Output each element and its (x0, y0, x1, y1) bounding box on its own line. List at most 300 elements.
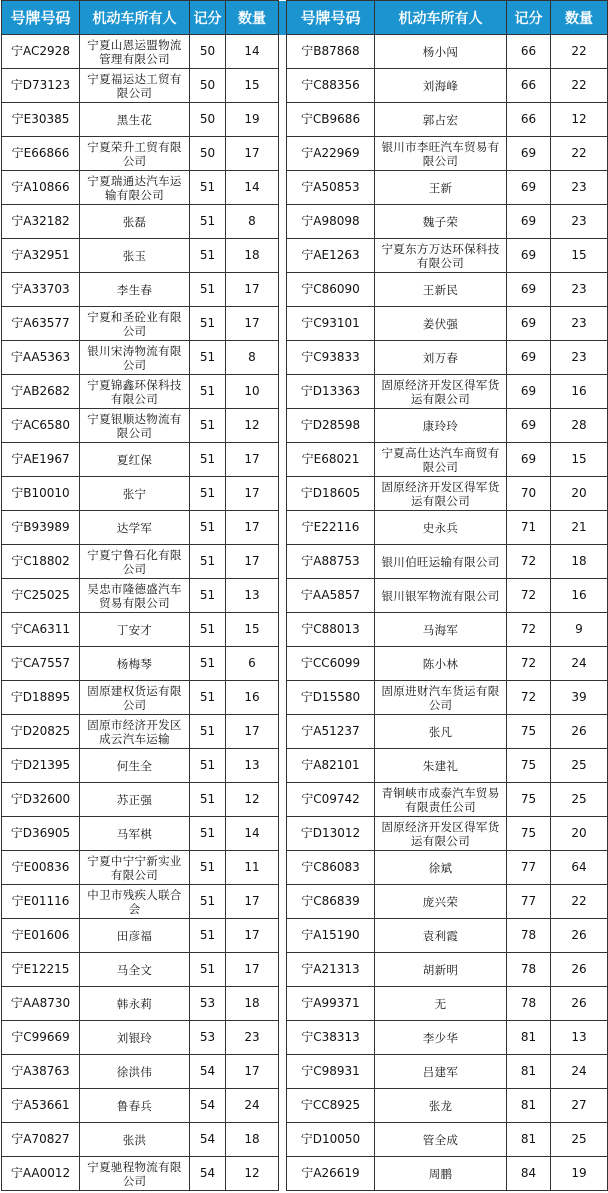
table-row (2, 35, 608, 69)
plate-cell: 宁AA5857 (287, 579, 375, 613)
plate-cell: 宁D20825 (2, 715, 80, 749)
count-cell: 18 (226, 1123, 279, 1157)
plate-cell: 宁A22969 (287, 137, 375, 171)
points-cell: 75 (507, 783, 551, 817)
plate-cell: 宁C86839 (287, 885, 375, 919)
count-cell: 19 (551, 1157, 608, 1191)
points-cell: 51 (190, 681, 226, 715)
plate-cell: 宁CA7557 (2, 647, 80, 681)
owner-cell: 宁夏瑞通达汽车运输有限公司 (80, 171, 190, 205)
count-cell: 24 (551, 647, 608, 681)
count-cell: 24 (226, 1089, 279, 1123)
plate-cell: 宁E01116 (2, 885, 80, 919)
points-cell: 51 (190, 511, 226, 545)
plate-cell: 宁C93101 (287, 307, 375, 341)
table-row (2, 647, 608, 681)
column-divider (279, 749, 287, 783)
points-cell: 75 (507, 749, 551, 783)
plate-cell: 宁CA6311 (2, 613, 80, 647)
points-cell: 66 (507, 103, 551, 137)
violation-points-table (1, 0, 608, 1191)
owner-cell: 李少华 (375, 1021, 507, 1055)
plate-cell: 宁A53661 (2, 1089, 80, 1123)
count-cell: 17 (226, 715, 279, 749)
table-row (2, 681, 608, 715)
plate-cell: 宁C09742 (287, 783, 375, 817)
owner-cell: 马海军 (375, 613, 507, 647)
points-cell: 81 (507, 1123, 551, 1157)
plate-cell: 宁AA0012 (2, 1157, 80, 1191)
owner-cell: 杨小闯 (375, 35, 507, 69)
table-row (2, 307, 608, 341)
count-cell: 15 (551, 239, 608, 273)
table-row (2, 477, 608, 511)
plate-cell: 宁D36905 (2, 817, 80, 851)
points-cell: 78 (507, 987, 551, 1021)
plate-cell: 宁E00836 (2, 851, 80, 885)
plate-cell: 宁A50853 (287, 171, 375, 205)
plate-cell: 宁C98931 (287, 1055, 375, 1089)
points-cell: 50 (190, 137, 226, 171)
count-cell: 23 (551, 341, 608, 375)
owner-cell: 陈小林 (375, 647, 507, 681)
points-cell: 53 (190, 1021, 226, 1055)
table-row (2, 1157, 608, 1191)
plate-cell: 宁C99669 (2, 1021, 80, 1055)
points-cell: 84 (507, 1157, 551, 1191)
points-cell: 69 (507, 171, 551, 205)
table-row (2, 817, 608, 851)
points-cell: 53 (190, 987, 226, 1021)
owner-cell: 朱建礼 (375, 749, 507, 783)
plate-cell: 宁A10866 (2, 171, 80, 205)
table-row (2, 341, 608, 375)
plate-cell: 宁AE1967 (2, 443, 80, 477)
column-divider (279, 375, 287, 409)
count-cell: 6 (226, 647, 279, 681)
count-cell: 18 (226, 987, 279, 1021)
owner-cell: 青铜峡市成泰汽车贸易有限责任公司 (375, 783, 507, 817)
plate-cell: 宁B10010 (2, 477, 80, 511)
owner-cell: 固原经济开发区得军货运有限公司 (375, 375, 507, 409)
points-cell: 54 (190, 1157, 226, 1191)
header-row (2, 1, 608, 35)
column-divider (279, 341, 287, 375)
count-cell: 25 (551, 783, 608, 817)
plate-cell: 宁CB9686 (287, 103, 375, 137)
column-divider (279, 1123, 287, 1157)
plate-cell: 宁AA5363 (2, 341, 80, 375)
column-divider (279, 477, 287, 511)
points-cell: 78 (507, 953, 551, 987)
points-cell: 51 (190, 783, 226, 817)
points-cell: 72 (507, 545, 551, 579)
column-divider (279, 885, 287, 919)
table-row (2, 1089, 608, 1123)
count-cell: 23 (226, 1021, 279, 1055)
plate-cell: 宁A98098 (287, 205, 375, 239)
table-row (2, 783, 608, 817)
count-cell: 17 (226, 443, 279, 477)
column-divider (279, 1157, 287, 1191)
owner-cell: 王新民 (375, 273, 507, 307)
column-divider (279, 69, 287, 103)
count-cell: 17 (226, 477, 279, 511)
points-cell: 69 (507, 307, 551, 341)
column-divider (279, 103, 287, 137)
plate-cell: 宁D10050 (287, 1123, 375, 1157)
points-cell: 51 (190, 613, 226, 647)
plate-cell: 宁CC6099 (287, 647, 375, 681)
count-cell: 15 (226, 69, 279, 103)
points-cell: 72 (507, 579, 551, 613)
plate-cell: 宁A88753 (287, 545, 375, 579)
owner-cell: 杨梅琴 (80, 647, 190, 681)
owner-cell: 张龙 (375, 1089, 507, 1123)
table-row (2, 137, 608, 171)
owner-cell: 丁安才 (80, 613, 190, 647)
points-cell: 69 (507, 443, 551, 477)
plate-cell: 宁D13012 (287, 817, 375, 851)
owner-cell: 鲁春兵 (80, 1089, 190, 1123)
count-cell: 25 (551, 1123, 608, 1157)
count-cell: 12 (551, 103, 608, 137)
points-cell: 69 (507, 137, 551, 171)
count-cell: 17 (226, 545, 279, 579)
owner-cell: 宁夏驰程物流有限公司 (80, 1157, 190, 1191)
points-cell: 66 (507, 35, 551, 69)
count-cell: 18 (226, 239, 279, 273)
count-cell: 17 (226, 307, 279, 341)
count-cell: 17 (226, 885, 279, 919)
count-cell: 17 (226, 1055, 279, 1089)
column-divider (279, 817, 287, 851)
plate-cell: 宁C38313 (287, 1021, 375, 1055)
table-row (2, 205, 608, 239)
plate-cell: 宁A33703 (2, 273, 80, 307)
points-cell: 51 (190, 545, 226, 579)
count-cell: 13 (551, 1021, 608, 1055)
points-cell: 69 (507, 409, 551, 443)
count-cell: 9 (551, 613, 608, 647)
count-cell: 16 (226, 681, 279, 715)
column-divider (279, 953, 287, 987)
count-cell: 22 (551, 35, 608, 69)
header-owner-right: 机动车所有人 (375, 1, 507, 35)
owner-cell: 宁夏山恩运盟物流管理有限公司 (80, 35, 190, 69)
plate-cell: 宁D18895 (2, 681, 80, 715)
owner-cell: 田彦福 (80, 919, 190, 953)
column-divider (279, 1089, 287, 1123)
column-divider (279, 613, 287, 647)
owner-cell: 无 (375, 987, 507, 1021)
plate-cell: 宁A99371 (287, 987, 375, 1021)
plate-cell: 宁C18802 (2, 545, 80, 579)
owner-cell: 中卫市残疾人联合会 (80, 885, 190, 919)
count-cell: 27 (551, 1089, 608, 1123)
table-row (2, 919, 608, 953)
column-divider (279, 1, 287, 35)
count-cell: 17 (226, 511, 279, 545)
owner-cell: 宁夏宁鲁石化有限公司 (80, 545, 190, 579)
count-cell: 17 (226, 953, 279, 987)
plate-cell: 宁D73123 (2, 69, 80, 103)
plate-cell: 宁A82101 (287, 749, 375, 783)
owner-cell: 吕建军 (375, 1055, 507, 1089)
table-row (2, 103, 608, 137)
count-cell: 8 (226, 205, 279, 239)
owner-cell: 吴忠市隆德盛汽车贸易有限公司 (80, 579, 190, 613)
column-divider (279, 715, 287, 749)
count-cell: 17 (226, 919, 279, 953)
plate-cell: 宁D28598 (287, 409, 375, 443)
owner-cell: 马全文 (80, 953, 190, 987)
points-cell: 69 (507, 341, 551, 375)
column-divider (279, 647, 287, 681)
plate-cell: 宁E30385 (2, 103, 80, 137)
owner-cell: 宁夏荣升工贸有限公司 (80, 137, 190, 171)
owner-cell: 银川宋涛物流有限公司 (80, 341, 190, 375)
count-cell: 24 (551, 1055, 608, 1089)
points-cell: 69 (507, 239, 551, 273)
column-divider (279, 545, 287, 579)
plate-cell: 宁D15580 (287, 681, 375, 715)
count-cell: 19 (226, 103, 279, 137)
count-cell: 26 (551, 919, 608, 953)
owner-cell: 史永兵 (375, 511, 507, 545)
plate-cell: 宁A15190 (287, 919, 375, 953)
points-cell: 51 (190, 171, 226, 205)
count-cell: 39 (551, 681, 608, 715)
column-divider (279, 307, 287, 341)
plate-cell: 宁C88013 (287, 613, 375, 647)
points-cell: 51 (190, 375, 226, 409)
plate-cell: 宁D13363 (287, 375, 375, 409)
column-divider (279, 579, 287, 613)
table-row (2, 579, 608, 613)
count-cell: 28 (551, 409, 608, 443)
count-cell: 21 (551, 511, 608, 545)
plate-cell: 宁A63577 (2, 307, 80, 341)
owner-cell: 宁夏东方万达环保科技有限公司 (375, 239, 507, 273)
points-cell: 51 (190, 579, 226, 613)
table-row (2, 171, 608, 205)
owner-cell: 固原市经济开发区成云汽车运输 (80, 715, 190, 749)
table-row (2, 885, 608, 919)
points-cell: 51 (190, 273, 226, 307)
points-cell: 51 (190, 919, 226, 953)
column-divider (279, 1055, 287, 1089)
column-divider (279, 239, 287, 273)
table-row (2, 953, 608, 987)
owner-cell: 张洪 (80, 1123, 190, 1157)
count-cell: 10 (226, 375, 279, 409)
count-cell: 22 (551, 69, 608, 103)
owner-cell: 魏子荣 (375, 205, 507, 239)
table-row (2, 375, 608, 409)
plate-cell: 宁E68021 (287, 443, 375, 477)
owner-cell: 刘银玲 (80, 1021, 190, 1055)
points-cell: 81 (507, 1055, 551, 1089)
points-cell: 51 (190, 341, 226, 375)
count-cell: 23 (551, 205, 608, 239)
owner-cell: 宁夏高仕达汽车商贸有限公司 (375, 443, 507, 477)
owner-cell: 何生全 (80, 749, 190, 783)
points-cell: 81 (507, 1021, 551, 1055)
count-cell: 15 (226, 613, 279, 647)
count-cell: 14 (226, 817, 279, 851)
plate-cell: 宁C86083 (287, 851, 375, 885)
points-cell: 50 (190, 103, 226, 137)
plate-cell: 宁C88356 (287, 69, 375, 103)
count-cell: 17 (226, 137, 279, 171)
header-plate-left: 号牌号码 (2, 1, 80, 35)
owner-cell: 宁夏中宁宁新实业有限公司 (80, 851, 190, 885)
plate-cell: 宁AB2682 (2, 375, 80, 409)
owner-cell: 刘万春 (375, 341, 507, 375)
points-cell: 72 (507, 647, 551, 681)
count-cell: 11 (226, 851, 279, 885)
table-row (2, 987, 608, 1021)
column-divider (279, 919, 287, 953)
owner-cell: 宁夏和圣砼业有限公司 (80, 307, 190, 341)
plate-cell: 宁B87868 (287, 35, 375, 69)
points-cell: 69 (507, 273, 551, 307)
owner-cell: 固原进财汽车货运有限公司 (375, 681, 507, 715)
owner-cell: 徐斌 (375, 851, 507, 885)
column-divider (279, 205, 287, 239)
table-row (2, 715, 608, 749)
table-body (2, 35, 608, 1191)
count-cell: 22 (551, 137, 608, 171)
table-row (2, 851, 608, 885)
points-cell: 75 (507, 715, 551, 749)
plate-cell: 宁E01606 (2, 919, 80, 953)
points-cell: 51 (190, 409, 226, 443)
header-owner-left: 机动车所有人 (80, 1, 190, 35)
points-cell: 70 (507, 477, 551, 511)
table-row (2, 511, 608, 545)
owner-cell: 张凡 (375, 715, 507, 749)
owner-cell: 康玲玲 (375, 409, 507, 443)
table-row (2, 613, 608, 647)
owner-cell: 袁利霞 (375, 919, 507, 953)
header-count-left: 数量 (226, 1, 279, 35)
points-cell: 66 (507, 69, 551, 103)
table-row (2, 1123, 608, 1157)
header-plate-right: 号牌号码 (287, 1, 375, 35)
count-cell: 8 (226, 341, 279, 375)
plate-cell: 宁E22116 (287, 511, 375, 545)
points-cell: 54 (190, 1123, 226, 1157)
count-cell: 23 (551, 273, 608, 307)
count-cell: 26 (551, 715, 608, 749)
owner-cell: 宁夏银顺达物流有限公司 (80, 409, 190, 443)
count-cell: 23 (551, 171, 608, 205)
plate-cell: 宁B93989 (2, 511, 80, 545)
owner-cell: 胡新明 (375, 953, 507, 987)
count-cell: 16 (551, 579, 608, 613)
points-cell: 51 (190, 715, 226, 749)
count-cell: 26 (551, 953, 608, 987)
points-cell: 51 (190, 953, 226, 987)
owner-cell: 固原经济开发区得军货运有限公司 (375, 477, 507, 511)
points-cell: 51 (190, 205, 226, 239)
owner-cell: 银川伯旺运输有限公司 (375, 545, 507, 579)
count-cell: 22 (551, 885, 608, 919)
count-cell: 20 (551, 817, 608, 851)
owner-cell: 张玉 (80, 239, 190, 273)
plate-cell: 宁A26619 (287, 1157, 375, 1191)
plate-cell: 宁AE1263 (287, 239, 375, 273)
points-cell: 51 (190, 477, 226, 511)
count-cell: 15 (551, 443, 608, 477)
points-cell: 77 (507, 885, 551, 919)
count-cell: 16 (551, 375, 608, 409)
points-cell: 51 (190, 885, 226, 919)
column-divider (279, 35, 287, 69)
points-cell: 54 (190, 1089, 226, 1123)
owner-cell: 张磊 (80, 205, 190, 239)
plate-cell: 宁AA8730 (2, 987, 80, 1021)
plate-cell: 宁C25025 (2, 579, 80, 613)
owner-cell: 韩永莉 (80, 987, 190, 1021)
count-cell: 12 (226, 409, 279, 443)
owner-cell: 达学军 (80, 511, 190, 545)
column-divider (279, 851, 287, 885)
owner-cell: 徐洪伟 (80, 1055, 190, 1089)
plate-cell: 宁A51237 (287, 715, 375, 749)
count-cell: 18 (551, 545, 608, 579)
owner-cell: 马军棋 (80, 817, 190, 851)
points-cell: 69 (507, 375, 551, 409)
count-cell: 12 (226, 783, 279, 817)
points-cell: 71 (507, 511, 551, 545)
points-cell: 75 (507, 817, 551, 851)
count-cell: 13 (226, 579, 279, 613)
column-divider (279, 409, 287, 443)
count-cell: 14 (226, 35, 279, 69)
points-cell: 69 (507, 205, 551, 239)
points-cell: 81 (507, 1089, 551, 1123)
points-cell: 51 (190, 239, 226, 273)
plate-cell: 宁C86090 (287, 273, 375, 307)
column-divider (279, 987, 287, 1021)
points-cell: 72 (507, 681, 551, 715)
points-cell: 78 (507, 919, 551, 953)
owner-cell: 庞兴荣 (375, 885, 507, 919)
owner-cell: 银川市李旺汽车贸易有限公司 (375, 137, 507, 171)
owner-cell: 夏红保 (80, 443, 190, 477)
plate-cell: 宁A70827 (2, 1123, 80, 1157)
points-cell: 51 (190, 647, 226, 681)
points-cell: 54 (190, 1055, 226, 1089)
plate-cell: 宁D21395 (2, 749, 80, 783)
plate-cell: 宁CC8925 (287, 1089, 375, 1123)
column-divider (279, 783, 287, 817)
count-cell: 20 (551, 477, 608, 511)
plate-cell: 宁E66866 (2, 137, 80, 171)
column-divider (279, 1021, 287, 1055)
table-row (2, 409, 608, 443)
count-cell: 13 (226, 749, 279, 783)
owner-cell: 黑生花 (80, 103, 190, 137)
points-cell: 50 (190, 35, 226, 69)
plate-cell: 宁A32182 (2, 205, 80, 239)
count-cell: 23 (551, 307, 608, 341)
table-row (2, 273, 608, 307)
table-row (2, 1055, 608, 1089)
